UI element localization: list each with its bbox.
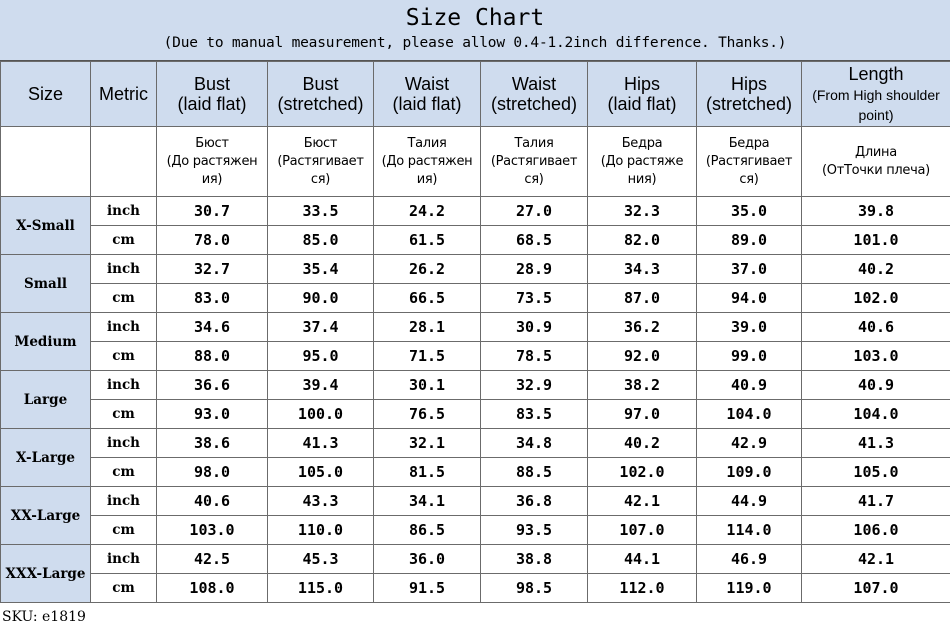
- measurement-cell: 105.0: [268, 458, 374, 487]
- measurement-cell: 78.0: [157, 226, 268, 255]
- measurement-cell: 83.0: [157, 284, 268, 313]
- measurement-cell: 82.0: [588, 226, 697, 255]
- measurement-cell: 36.8: [481, 487, 588, 516]
- measurement-cell: 101.0: [802, 226, 950, 255]
- size-label-cell: X-Large: [1, 429, 91, 487]
- measurement-cell: 33.5: [268, 197, 374, 226]
- column-header-waist-flat: Waist (laid flat): [374, 62, 481, 127]
- table-row: [1, 371, 950, 400]
- measurement-cell: 94.0: [697, 284, 802, 313]
- column-header-ru-hips-flat: Бедра (До растяже ния): [588, 127, 697, 197]
- measurement-cell: 42.1: [802, 545, 950, 574]
- measurement-cell: 28.9: [481, 255, 588, 284]
- unit-cell: cm: [91, 284, 157, 313]
- column-header-ru-hips-stretched: Бедра (Растягивает ся): [697, 127, 802, 197]
- size-chart-table: [0, 61, 950, 603]
- table-row: [1, 574, 950, 603]
- page-subtitle: (Due to manual measurement, please allow 0.4-1.2inch difference. Thanks.): [163, 35, 787, 51]
- measurement-cell: 41.7: [802, 487, 950, 516]
- measurement-cell: 32.9: [481, 371, 588, 400]
- measurement-cell: 46.9: [697, 545, 802, 574]
- size-label-cell: Small: [1, 255, 91, 313]
- measurement-cell: 39.0: [697, 313, 802, 342]
- measurement-cell: 97.0: [588, 400, 697, 429]
- size-label-cell: XX-Large: [1, 487, 91, 545]
- measurement-cell: 71.5: [374, 342, 481, 371]
- column-header-bust-flat: Bust (laid flat): [157, 62, 268, 127]
- measurement-cell: 108.0: [157, 574, 268, 603]
- table-row: [1, 400, 950, 429]
- size-label-cell: Medium: [1, 313, 91, 371]
- measurement-cell: 40.9: [802, 371, 950, 400]
- table-row: [1, 197, 950, 226]
- table-row: [1, 255, 950, 284]
- measurement-cell: 41.3: [268, 429, 374, 458]
- measurement-cell: 104.0: [802, 400, 950, 429]
- measurement-cell: 93.5: [481, 516, 588, 545]
- measurement-cell: 28.1: [374, 313, 481, 342]
- measurement-cell: 38.2: [588, 371, 697, 400]
- measurement-cell: 103.0: [157, 516, 268, 545]
- measurement-cell: 42.9: [697, 429, 802, 458]
- measurement-cell: 109.0: [697, 458, 802, 487]
- measurement-cell: 107.0: [802, 574, 950, 603]
- unit-cell: inch: [91, 313, 157, 342]
- measurement-cell: 81.5: [374, 458, 481, 487]
- measurement-cell: 34.6: [157, 313, 268, 342]
- measurement-cell: 115.0: [268, 574, 374, 603]
- measurement-cell: 39.8: [802, 197, 950, 226]
- measurement-cell: 38.8: [481, 545, 588, 574]
- title-banner: [0, 0, 950, 61]
- column-header-bust-stretched: Bust (stretched): [268, 62, 374, 127]
- unit-cell: cm: [91, 226, 157, 255]
- unit-cell: inch: [91, 371, 157, 400]
- measurement-cell: 73.5: [481, 284, 588, 313]
- measurement-cell: 61.5: [374, 226, 481, 255]
- size-label-cell: Large: [1, 371, 91, 429]
- table-row: [1, 226, 950, 255]
- measurement-cell: 102.0: [802, 284, 950, 313]
- column-header-waist-stretched: Waist (stretched): [481, 62, 588, 127]
- measurement-cell: 32.1: [374, 429, 481, 458]
- measurement-cell: 35.0: [697, 197, 802, 226]
- unit-cell: inch: [91, 197, 157, 226]
- measurement-cell: 30.7: [157, 197, 268, 226]
- unit-cell: cm: [91, 516, 157, 545]
- measurement-cell: 41.3: [802, 429, 950, 458]
- measurement-cell: 99.0: [697, 342, 802, 371]
- measurement-cell: 42.5: [157, 545, 268, 574]
- measurement-cell: 87.0: [588, 284, 697, 313]
- measurement-cell: 91.5: [374, 574, 481, 603]
- unit-cell: inch: [91, 255, 157, 284]
- measurement-cell: 36.0: [374, 545, 481, 574]
- blank-header-cell: [91, 127, 157, 197]
- unit-cell: cm: [91, 400, 157, 429]
- measurement-cell: 40.2: [802, 255, 950, 284]
- measurement-cell: 106.0: [802, 516, 950, 545]
- table-row: [1, 342, 950, 371]
- table-row: [1, 545, 950, 574]
- measurement-cell: 34.8: [481, 429, 588, 458]
- measurement-cell: 78.5: [481, 342, 588, 371]
- measurement-cell: 119.0: [697, 574, 802, 603]
- measurement-cell: 102.0: [588, 458, 697, 487]
- column-header-ru-length: Длина (ОтТочки плеча): [802, 127, 950, 197]
- page-title: Size Chart: [405, 5, 545, 31]
- column-header-ru-waist-flat: Талия (До растяжен ия): [374, 127, 481, 197]
- measurement-cell: 89.0: [697, 226, 802, 255]
- column-header-ru-bust-flat: Бюст (До растяжен ия): [157, 127, 268, 197]
- measurement-cell: 43.3: [268, 487, 374, 516]
- measurement-cell: 40.6: [157, 487, 268, 516]
- measurement-cell: 30.1: [374, 371, 481, 400]
- measurement-cell: 42.1: [588, 487, 697, 516]
- measurement-cell: 85.0: [268, 226, 374, 255]
- measurement-cell: 38.6: [157, 429, 268, 458]
- measurement-cell: 105.0: [802, 458, 950, 487]
- blank-header-cell: [1, 127, 91, 197]
- measurement-cell: 66.5: [374, 284, 481, 313]
- measurement-cell: 44.1: [588, 545, 697, 574]
- measurement-cell: 92.0: [588, 342, 697, 371]
- unit-cell: inch: [91, 429, 157, 458]
- measurement-cell: 76.5: [374, 400, 481, 429]
- measurement-cell: 110.0: [268, 516, 374, 545]
- measurement-cell: 90.0: [268, 284, 374, 313]
- size-label-cell: X-Small: [1, 197, 91, 255]
- measurement-cell: 35.4: [268, 255, 374, 284]
- column-header-hips-flat: Hips (laid flat): [588, 62, 697, 127]
- column-header-metric: Metric: [91, 62, 157, 127]
- table-row: [1, 458, 950, 487]
- unit-cell: cm: [91, 458, 157, 487]
- column-header-size: Size: [1, 62, 91, 127]
- measurement-cell: 32.7: [157, 255, 268, 284]
- measurement-cell: 27.0: [481, 197, 588, 226]
- unit-cell: inch: [91, 545, 157, 574]
- measurement-cell: 36.6: [157, 371, 268, 400]
- measurement-cell: 40.2: [588, 429, 697, 458]
- measurement-cell: 83.5: [481, 400, 588, 429]
- measurement-cell: 40.6: [802, 313, 950, 342]
- measurement-cell: 68.5: [481, 226, 588, 255]
- measurement-cell: 30.9: [481, 313, 588, 342]
- measurement-cell: 34.3: [588, 255, 697, 284]
- column-header-ru-waist-stretched: Талия (Растягивает ся): [481, 127, 588, 197]
- measurement-cell: 88.5: [481, 458, 588, 487]
- measurement-cell: 26.2: [374, 255, 481, 284]
- size-table-body: [1, 197, 950, 603]
- measurement-cell: 104.0: [697, 400, 802, 429]
- sku-label: SKU: e1819: [2, 609, 86, 625]
- table-row: [1, 284, 950, 313]
- measurement-cell: 86.5: [374, 516, 481, 545]
- measurement-cell: 95.0: [268, 342, 374, 371]
- column-header-length: Length (From High shoulder point): [802, 62, 950, 127]
- measurement-cell: 98.5: [481, 574, 588, 603]
- measurement-cell: 34.1: [374, 487, 481, 516]
- measurement-cell: 40.9: [697, 371, 802, 400]
- measurement-cell: 45.3: [268, 545, 374, 574]
- column-header-ru-bust-stretched: Бюст (Растягивает ся): [268, 127, 374, 197]
- measurement-cell: 88.0: [157, 342, 268, 371]
- table-row: [1, 487, 950, 516]
- size-label-cell: XXX-Large: [1, 545, 91, 603]
- measurement-cell: 39.4: [268, 371, 374, 400]
- table-row: [1, 429, 950, 458]
- measurement-cell: 100.0: [268, 400, 374, 429]
- unit-cell: cm: [91, 342, 157, 371]
- measurement-cell: 36.2: [588, 313, 697, 342]
- measurement-cell: 103.0: [802, 342, 950, 371]
- measurement-cell: 44.9: [697, 487, 802, 516]
- measurement-cell: 37.4: [268, 313, 374, 342]
- measurement-cell: 112.0: [588, 574, 697, 603]
- measurement-cell: 107.0: [588, 516, 697, 545]
- measurement-cell: 32.3: [588, 197, 697, 226]
- measurement-cell: 24.2: [374, 197, 481, 226]
- unit-cell: inch: [91, 487, 157, 516]
- measurement-cell: 93.0: [157, 400, 268, 429]
- header-row-russian: [1, 127, 950, 197]
- table-row: [1, 516, 950, 545]
- measurement-cell: 37.0: [697, 255, 802, 284]
- measurement-cell: 114.0: [697, 516, 802, 545]
- table-row: [1, 313, 950, 342]
- unit-cell: cm: [91, 574, 157, 603]
- header-row-english: [1, 62, 950, 127]
- measurement-cell: 98.0: [157, 458, 268, 487]
- column-header-hips-stretched: Hips (stretched): [697, 62, 802, 127]
